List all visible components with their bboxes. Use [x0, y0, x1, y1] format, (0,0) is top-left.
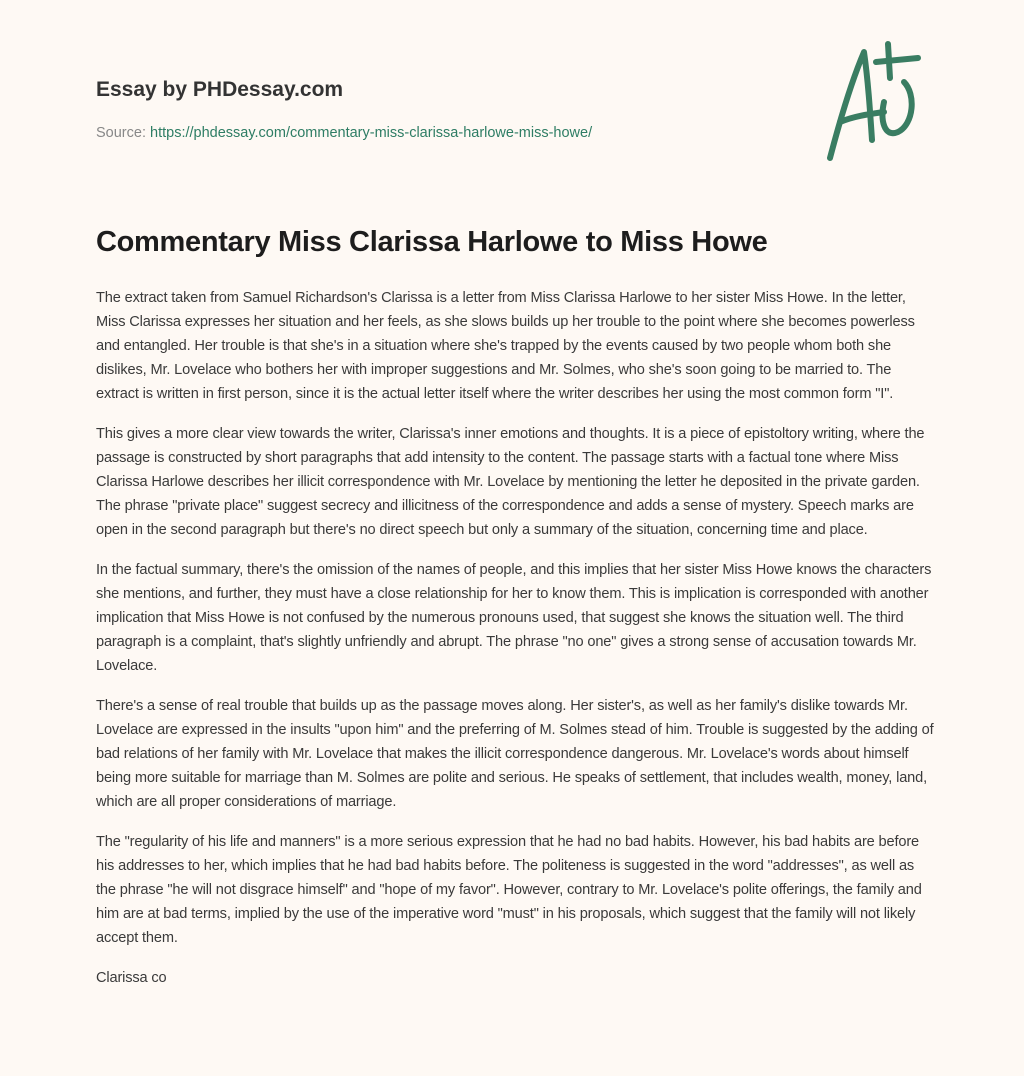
paragraph: The "regularity of his life and manners" is a more serious expression that he had no bad habits. However, his bad habits are before his addresses to her, which implies that he had bad habits before. The politeness is suggested in the word "addresses", as well as the phrase "he will not disgrace himself" and "hope of my favor". However, contrary to Mr. Lovelace's polite offerings, the family and him are at bad terms, implied by the use of the imperative word "must" in his proposals, which suggest that the family will not likely accept them. [96, 834, 922, 946]
site-brand: Essay by PHDessay.com [96, 78, 344, 101]
source-label: Source: [96, 125, 146, 141]
paragraph: There's a sense of real trouble that builds up as the passage moves along. Her sister's, as well as her family's dislike towards Mr. Lovelace are expressed in the insults "upon him" and the preferring of M. Solmes stead of him. Trouble is suggested by the adding of bad relations of her family with Mr. Lovelace that makes the illicit correspondence dangerous. Mr. Lovelace's words about himself being more suitable for marriage than M. Solmes are polite and serious. He speaks of settlement, that includes wealth, money, land, which are all proper considerations of marriage. [96, 698, 934, 810]
article-title: Commentary Miss Clarissa Harlowe to Miss Howe [96, 226, 768, 258]
paragraph: The extract taken from Samuel Richardson's Clarissa is a letter from Miss Clarissa Harlowe to her sister Miss Howe. In the letter, Miss Clarissa expresses her situation and her feels, as she slows builds up her trouble to the point where she becomes powerless and entangled. Her trouble is that she's in a situation where she's trapped by the events caused by two people whom both she dislikes, Mr. Lovelace who bothers her with improper suggestions and Mr. Solmes, who she's soon going to be married to. The extract is written in first person, since it is the actual letter itself where the writer describes her using the most common form "I". [96, 290, 915, 402]
a-plus-logo-icon [818, 40, 928, 165]
paragraph: This gives a more clear view towards the writer, Clarissa's inner emotions and thoughts. It is a piece of epistoltory writing, where the passage is constructed by short paragraphs that add intensity to the content. The passage starts with a factual tone where Miss Clarissa Harlowe describes her illicit correspondence with Mr. Lovelace by mentioning the letter he deposited in the private garden. The phrase "private place" suggest secrecy and illicitness of the correspondence and adds a sense of mystery. Speech marks are open in the second paragraph but there's no direct speech but only a summary of the situation, concerning time and place. [96, 426, 925, 538]
source-link[interactable]: https://phdessay.com/commentary-miss-clarissa-harlowe-miss-howe/ [150, 125, 593, 141]
article-body [96, 286, 936, 1006]
source-line [96, 125, 592, 141]
paragraph: In the factual summary, there's the omission of the names of people, and this implies that her sister Miss Howe knows the characters she mentions, and further, they must have a close relationship for her to know them. This is implication is corresponded with another implication that Miss Howe is not confused by the numerous pronouns used, that suggest she knows the situation well. The third paragraph is a complaint, that's slightly unfriendly and abrupt. The phrase "no one" gives a strong sense of accusation towards Mr. Lovelace. [96, 562, 932, 674]
paragraph-truncated: Clarissa co [96, 970, 167, 986]
